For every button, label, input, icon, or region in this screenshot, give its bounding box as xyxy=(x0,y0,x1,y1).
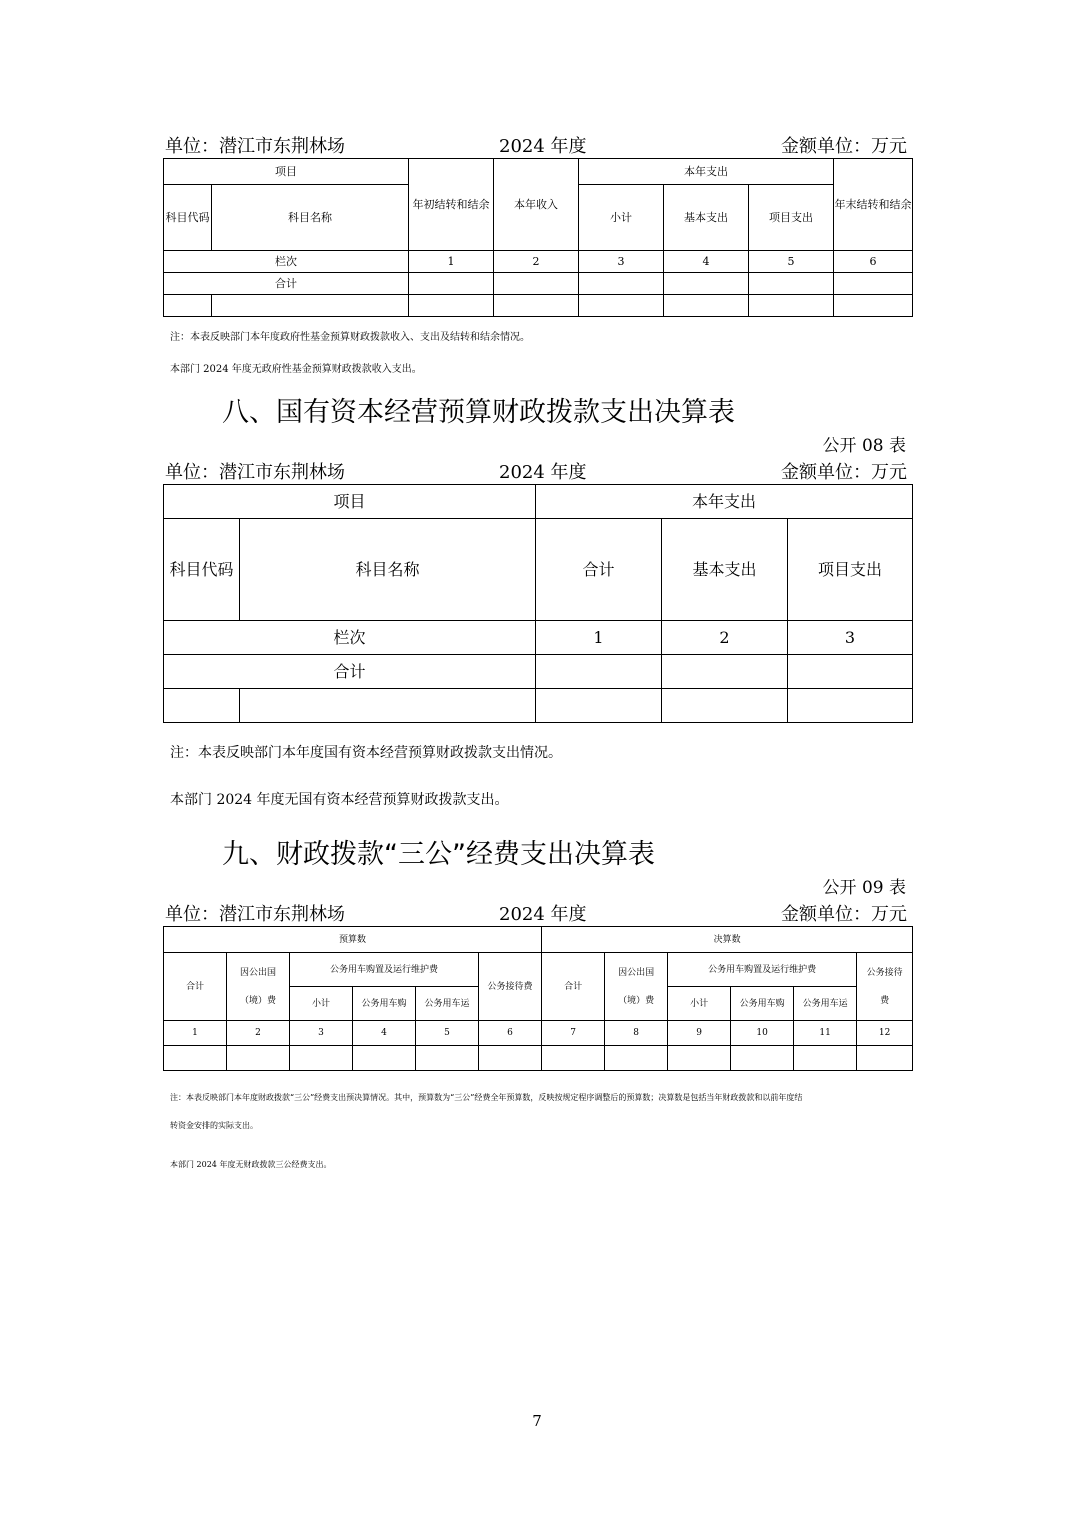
header-income: 本年收入 xyxy=(494,159,579,251)
header-abroad-line1: 因公出国 xyxy=(618,967,655,978)
page-number: 7 xyxy=(532,1412,542,1430)
col-num: 5 xyxy=(416,1021,479,1046)
amount-unit-label: 金额单位：万元 xyxy=(781,904,907,925)
col-num: 1 xyxy=(409,251,494,273)
table-cell xyxy=(353,1046,416,1071)
col-num: 3 xyxy=(788,621,913,655)
section-title-9: 九、财政拨款“三公”经费支出决算表 xyxy=(222,839,655,870)
table-cell xyxy=(834,295,913,317)
year-label: 2024 年度 xyxy=(499,136,587,157)
amount-unit-label: 金额单位：万元 xyxy=(781,136,907,157)
header-vehicle-group: 公务用车购置及运行维护费 xyxy=(668,953,857,987)
table-cell xyxy=(579,295,664,317)
header-total: 合计 xyxy=(164,953,227,1021)
table-cell xyxy=(662,655,788,689)
col-num: 1 xyxy=(536,621,662,655)
header-subtotal: 小计 xyxy=(579,185,664,251)
col-num: 11 xyxy=(794,1021,857,1046)
header-reception-line2: 费 xyxy=(880,995,890,1006)
table-cell xyxy=(788,655,913,689)
header-abroad xyxy=(227,953,290,1021)
table-cell xyxy=(416,1046,479,1071)
table-cell xyxy=(542,1046,605,1071)
header-begin-balance: 年初结转和结余 xyxy=(409,159,494,251)
header-project: 项目 xyxy=(164,485,536,519)
table-cell xyxy=(494,273,579,295)
table-note: 注：本表反映部门本年度政府性基金预算财政拨款收入、支出及结转和结余情况。 xyxy=(170,332,530,343)
table-cell xyxy=(240,689,536,723)
header-subtotal: 小计 xyxy=(668,987,731,1021)
table-statement: 本部门 2024 年度无政府性基金预算财政拨款收入支出。 xyxy=(170,364,422,375)
table-cell xyxy=(409,295,494,317)
table-cell xyxy=(579,273,664,295)
col-num: 3 xyxy=(290,1021,353,1046)
col-num: 2 xyxy=(227,1021,290,1046)
table-cell xyxy=(794,1046,857,1071)
col-num: 1 xyxy=(164,1021,227,1046)
header-reception: 公务接待费 xyxy=(479,953,542,1021)
header-name: 科目名称 xyxy=(212,185,409,251)
col-num: 7 xyxy=(542,1021,605,1046)
header-vehicle-buy: 公务用车购 xyxy=(731,987,794,1021)
col-num: 8 xyxy=(605,1021,668,1046)
header-final: 决算数 xyxy=(542,927,913,953)
col-num: 5 xyxy=(749,251,834,273)
table-note: 注：本表反映部门本年度国有资本经营预算财政拨款支出情况。 xyxy=(170,745,562,761)
table-cell xyxy=(749,295,834,317)
table-cell xyxy=(536,655,662,689)
header-abroad xyxy=(605,953,668,1021)
table-cell xyxy=(479,1046,542,1071)
col-num: 6 xyxy=(479,1021,542,1046)
table-cell xyxy=(834,273,913,295)
header-abroad-line2: （境）费 xyxy=(239,995,276,1006)
unit-line-9 xyxy=(165,900,907,926)
table-statement: 本部门 2024 年度无国有资本经营预算财政拨款支出。 xyxy=(170,792,509,808)
table-cell xyxy=(788,689,913,723)
col-num: 9 xyxy=(668,1021,731,1046)
state-capital-table xyxy=(163,484,913,723)
header-project-exp: 项目支出 xyxy=(749,185,834,251)
amount-unit-label: 金额单位：万元 xyxy=(781,462,907,483)
header-reception xyxy=(857,953,913,1021)
section-title-8: 八、国有资本经营预算财政拨款支出决算表 xyxy=(222,397,735,428)
table-statement: 本部门 2024 年度无财政拨款三公经费支出。 xyxy=(170,1160,332,1169)
table-cell xyxy=(164,295,212,317)
table-cell xyxy=(749,273,834,295)
col-num: 4 xyxy=(664,251,749,273)
table-cell xyxy=(494,295,579,317)
table-cell xyxy=(662,689,788,723)
header-vehicle-buy: 公务用车购 xyxy=(353,987,416,1021)
table-cell xyxy=(212,295,409,317)
table-cell xyxy=(227,1046,290,1071)
row-column-label: 栏次 xyxy=(164,621,536,655)
row-column-label: 栏次 xyxy=(164,251,409,273)
table-cell xyxy=(668,1046,731,1071)
header-total: 合计 xyxy=(542,953,605,1021)
col-num: 3 xyxy=(579,251,664,273)
table-cell xyxy=(409,273,494,295)
table-note-line2: 转资金安排的实际支出。 xyxy=(170,1121,258,1130)
row-total-label: 合计 xyxy=(164,655,536,689)
table-cell xyxy=(164,1046,227,1071)
table-cell xyxy=(664,273,749,295)
unit-label: 单位：潜江市东荆林场 xyxy=(165,462,345,483)
header-vehicle-run: 公务用车运 xyxy=(416,987,479,1021)
table-cell xyxy=(857,1046,913,1071)
unit-label: 单位：潜江市东荆林场 xyxy=(165,904,345,925)
header-budget: 预算数 xyxy=(164,927,542,953)
col-num: 2 xyxy=(662,621,788,655)
col-num: 2 xyxy=(494,251,579,273)
header-basic: 基本支出 xyxy=(662,519,788,621)
header-code: 科目代码 xyxy=(164,185,212,251)
col-num: 10 xyxy=(731,1021,794,1046)
header-basic: 基本支出 xyxy=(664,185,749,251)
table-cell xyxy=(605,1046,668,1071)
table-number-8: 公开 08 表 xyxy=(822,436,906,456)
col-num: 4 xyxy=(353,1021,416,1046)
header-vehicle-run: 公务用车运 xyxy=(794,987,857,1021)
header-end-balance: 年末结转和结余 xyxy=(834,159,913,251)
header-abroad-line1: 因公出国 xyxy=(239,967,276,978)
header-total: 合计 xyxy=(536,519,662,621)
col-num: 12 xyxy=(857,1021,913,1046)
header-reception-line1: 公务接待 xyxy=(866,967,903,978)
header-project: 项目 xyxy=(164,159,409,185)
header-project-exp: 项目支出 xyxy=(788,519,913,621)
header-vehicle-group: 公务用车购置及运行维护费 xyxy=(290,953,479,987)
table-cell xyxy=(731,1046,794,1071)
header-name: 科目名称 xyxy=(240,519,536,621)
header-expense-group: 本年支出 xyxy=(536,485,913,519)
header-abroad-line2: （境）费 xyxy=(618,995,655,1006)
fund-budget-table xyxy=(163,158,913,317)
unit-line-8 xyxy=(165,458,907,484)
year-label: 2024 年度 xyxy=(499,462,587,483)
table-cell xyxy=(536,689,662,723)
table-cell xyxy=(290,1046,353,1071)
row-total-label: 合计 xyxy=(164,273,409,295)
col-num: 6 xyxy=(834,251,913,273)
unit-label: 单位：潜江市东荆林场 xyxy=(165,136,345,157)
table-cell xyxy=(664,295,749,317)
table-note-line1: 注：本表反映部门本年度财政拨款“三公”经费支出预决算情况。其中，预算数为“三公”经费全年预算数，反映按规定程序调整后的预算数；决算数是包括当年财政拨款和以前年度结 xyxy=(170,1093,803,1102)
header-subtotal: 小计 xyxy=(290,987,353,1021)
unit-line-7 xyxy=(165,132,907,158)
year-label: 2024 年度 xyxy=(499,904,587,925)
header-code: 科目代码 xyxy=(164,519,240,621)
table-number-9: 公开 09 表 xyxy=(822,878,906,898)
table-cell xyxy=(164,689,240,723)
three-public-table xyxy=(163,926,913,1071)
header-expense-group: 本年支出 xyxy=(579,159,834,185)
